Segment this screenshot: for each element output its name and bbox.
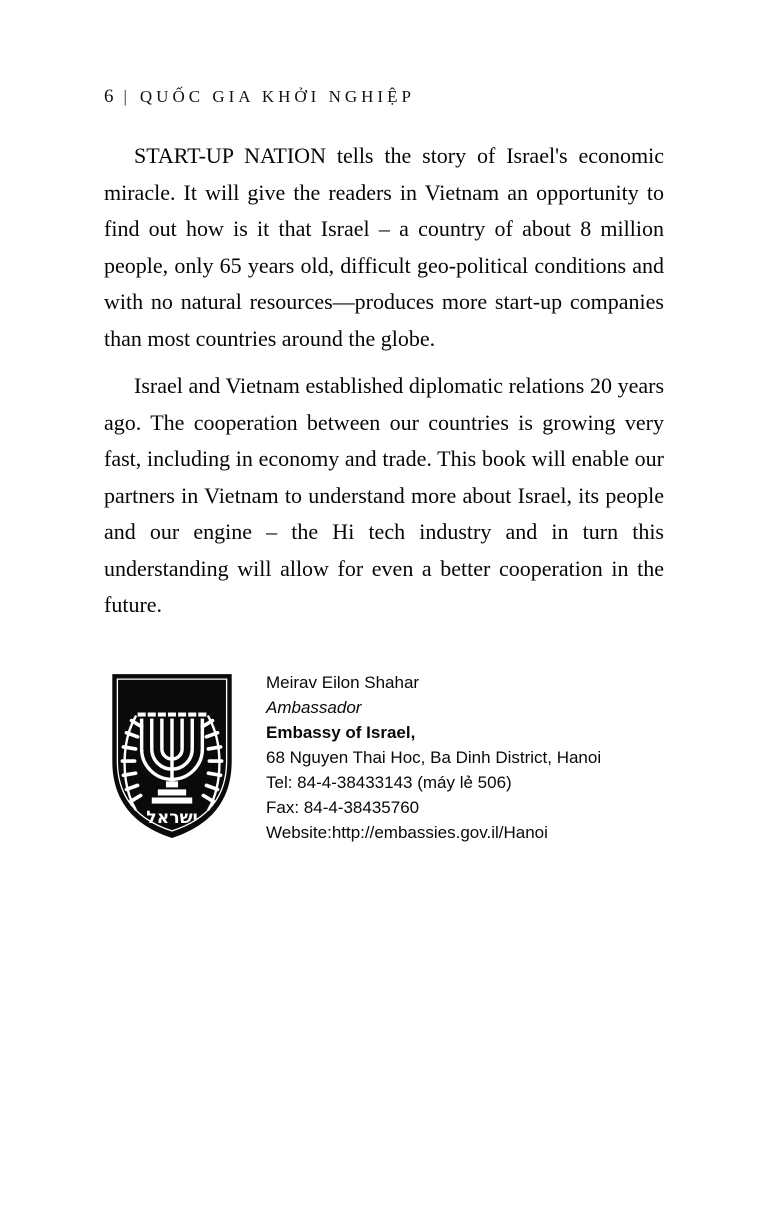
embassy-fax: Fax: 84-4-38435760 bbox=[266, 797, 420, 817]
ambassador-role: Ambassador bbox=[266, 697, 362, 717]
israel-emblem-icon bbox=[104, 668, 240, 840]
embassy-address: 68 Nguyen Thai Hoc, Ba Dinh District, Hanoi bbox=[266, 747, 602, 767]
embassy-name: Embassy of Israel, bbox=[266, 722, 416, 742]
page-number: 6 bbox=[104, 86, 114, 107]
paragraph-israel-vietnam: Israel and Vietnam established diplomatic relations 20 years ago. The cooperation between our countries is growing very fast, including in economy and trade. This book will enable our partners in Vietnam to understand more about Israel, its people and our engine – the Hi tech industry and in turn this understanding will allow for even a better cooperation in the future. bbox=[104, 373, 664, 617]
menorah-branches bbox=[142, 718, 203, 781]
signature-block bbox=[104, 668, 664, 845]
ambassador-name: Meirav Eilon Shahar bbox=[266, 672, 420, 692]
embassy-tel: Tel: 84-4-38433143 (máy lẻ 506) bbox=[266, 772, 512, 792]
header-separator: | bbox=[123, 87, 128, 106]
paragraph-startup-nation: START-UP NATION tells the story of Israel's economic miracle. It will give the readers in Vietnam an opportunity to find out how is it that Israel – a country of about 8 million people, only 65 years old, difficult geo-political conditions and with no natural resources—produces more start-up companies than most countries around the globe. bbox=[104, 143, 664, 351]
embassy-website: Website:http://embassies.gov.il/Hanoi bbox=[266, 822, 548, 842]
menorah-lamps bbox=[138, 712, 207, 716]
israel-emblem-svg bbox=[104, 668, 240, 840]
contact-block bbox=[266, 668, 601, 845]
running-title: QUỐC GIA KHỞI NGHIỆP bbox=[139, 87, 415, 106]
page-header bbox=[104, 86, 664, 108]
emblem-hebrew-text: ישראל bbox=[146, 807, 198, 828]
